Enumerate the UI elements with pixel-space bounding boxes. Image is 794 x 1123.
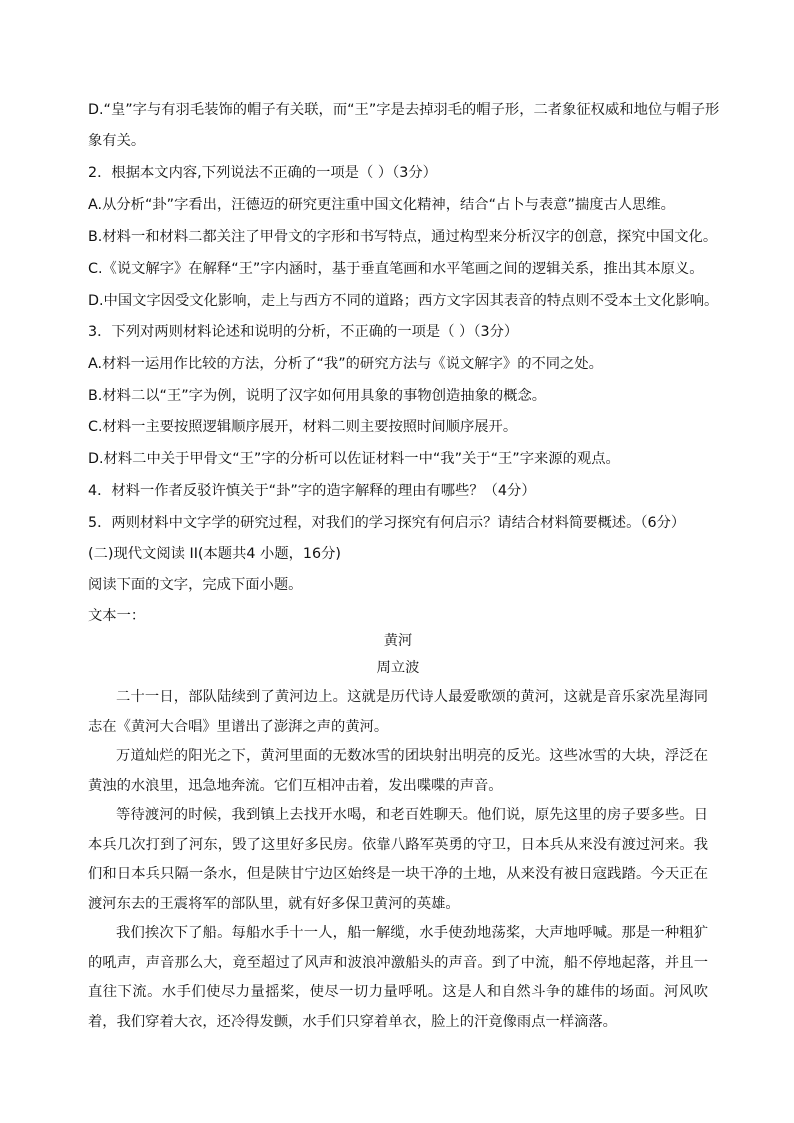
article-body	[88, 683, 708, 1037]
section-heading: (二)现代文阅读 II(本题共4 小题，16分)	[88, 546, 341, 562]
article-paragraph-3: 等待渡河的时候，我到镇上去找开水喝，和老百姓聊天。他们说，原先这里的房子要多些。日本兵几次打到了河东，毁了这里好多民房。依靠八路军英勇的守卫，日本兵从来没有渡过河来。我们和日本兵只隔一条水，但是陕甘宁边区始终是一块干净的土地，从来没有被日寇践踏。今天正在渡河东去的王震将军的部队里，就有好多保卫黄河的英雄。	[88, 807, 708, 912]
article-paragraph-4: 我们挨次下了船。每船水手十一人，船一解缆，水手使劲地荡桨，大声地呼喊。那是一种粗犷的吼声，声音那么大，竟至超过了风声和波浪冲激船头的声音。到了中流，船不停地起落，并且一直往下流。水手们使尽力量摇桨，使尽一切力量呼吼。这是人和自然斗争的雄伟的场面。河风吹着，我们穿着大衣，还冷得发颤，水手们只穿着单衣，脸上的汗竟像雨点一样滴落。	[88, 925, 708, 1030]
article-paragraph-1: 二十一日，部队陆续到了黄河边上。这就是历代诗人最爱歌颂的黄河，这就是音乐家冼星海同志在《黄河大合唱》里谱出了澎湃之声的黄河。	[88, 689, 708, 735]
question-4: 4．材料一作者反驳许慎关于“卦”字的造字解释的理由有哪些？（4分）	[88, 483, 536, 499]
q2-option-a: A.从分析“卦”字看出，汪德迈的研究更注重中国文化精神，结合“占卜与表意”揣度古人思维。	[88, 197, 675, 213]
option-d-line-1: D.“皇”字与有羽毛装饰的帽子有关联，而“王”字是去掉羽毛的帽子形，二者象征权威和地位与帽子形	[88, 102, 720, 118]
article-author: 周立波	[376, 660, 420, 676]
question-3: 3．下列对两则材料论述和说明的分析，不正确的一项是（ ）（3分）	[88, 324, 519, 340]
reading-instruction: 阅读下面的文字，完成下面小题。	[88, 577, 303, 593]
question-5: 5．两则材料中文字学的研究过程，对我们的学习探究有何启示？请结合材料简要概述。（6分）	[88, 515, 686, 531]
q3-option-d: D.材料二中关于甲骨文“王”字的分析可以佐证材料一中“我”关于“王”字来源的观点。	[88, 451, 620, 467]
option-d-line-2: 象有关。	[88, 133, 146, 149]
article-title: 黄河	[383, 633, 413, 649]
q3-option-c: C.材料一主要按照逻辑顺序展开，材料二则主要按照时间顺序展开。	[88, 419, 518, 435]
article-paragraph-2: 万道灿烂的阳光之下，黄河里面的无数冰雪的团块射出明亮的反光。这些冰雪的大块，浮泛在黄浊的水浪里，迅急地奔流。它们互相冲击着，发出喋喋的声音。	[88, 748, 708, 794]
q2-option-d: D.中国文字因受文化影响，走上与西方不同的道路；西方文字因其表音的特点则不受本土文化影响。	[88, 293, 719, 309]
question-2: 2．根据本文内容,下列说法不正确的一项是（ ）（3分）	[88, 165, 437, 181]
q2-option-b: B.材料一和材料二都关注了甲骨文的字形和书写特点，通过构型来分析汉字的创意，探究中国文化。	[88, 229, 718, 245]
text-one-label: 文本一：	[88, 608, 146, 624]
q3-option-a: A.材料一运用作比较的方法，分析了“我”的研究方法与《说文解字》的不同之处。	[88, 356, 603, 372]
q3-option-b: B.材料二以“王”字为例，说明了汉字如何用具象的事物创造抽象的概念。	[88, 388, 547, 404]
q2-option-c: C.《说文解字》在解释“王”字内涵时，基于垂直笔画和水平笔画之间的逻辑关系，推出其本原义。	[88, 261, 704, 277]
